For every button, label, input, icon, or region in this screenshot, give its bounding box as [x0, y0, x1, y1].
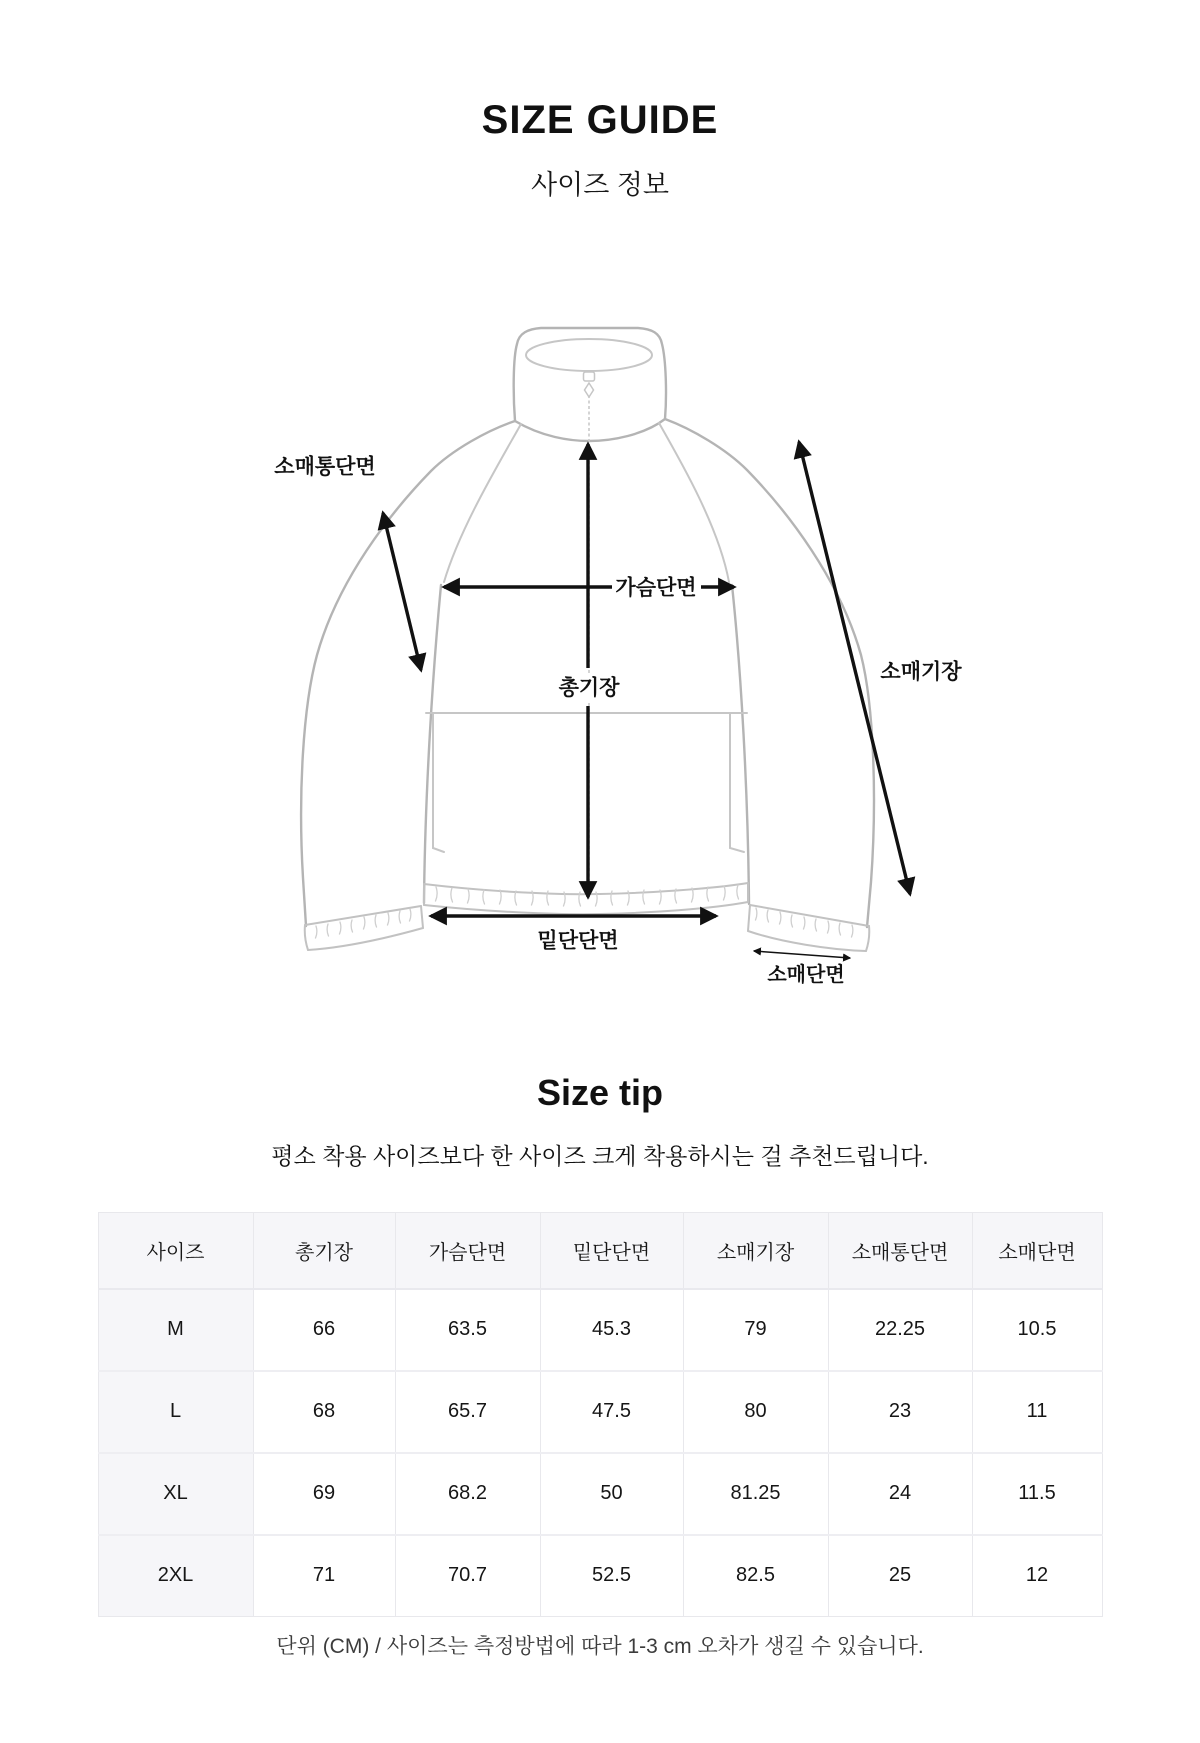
header-chest-width: 가슴단면: [395, 1213, 540, 1289]
cell-value: 63.5: [395, 1289, 540, 1371]
table-header-row: [98, 1213, 1102, 1289]
cell-value: 70.7: [395, 1535, 540, 1617]
header-size: 사이즈: [98, 1213, 253, 1289]
label-chest-width: 가슴단면: [615, 576, 697, 600]
cell-size: L: [98, 1371, 253, 1453]
cell-value: 22.25: [828, 1289, 972, 1371]
label-sleeve-length: 소매기장: [880, 660, 962, 684]
cell-value: 68.2: [395, 1453, 540, 1535]
size-note: 단위 (CM) / 사이즈는 측정방법에 따라 1-3 cm 오차가 생길 수 있습니다.: [276, 1635, 924, 1658]
cell-value: 52.5: [540, 1535, 683, 1617]
cell-value: 66: [253, 1289, 395, 1371]
label-hem-width: 밑단단면: [537, 929, 619, 953]
cell-value: 45.3: [540, 1289, 683, 1371]
size-tip-heading: Size tip: [536, 1072, 664, 1113]
cell-value: 80: [683, 1371, 828, 1453]
header-sleeve-opening: 소매통단면: [828, 1213, 972, 1289]
label-total-length: 총기장: [554, 674, 625, 703]
cell-value: 11: [972, 1371, 1102, 1453]
page-title: SIZE GUIDE: [481, 98, 719, 142]
label-sleeve-opening-width: 소매통단면: [274, 455, 376, 479]
table-row-xl: [98, 1453, 1102, 1535]
size-table: [98, 1212, 1103, 1617]
size-tip-description: 평소 착용 사이즈보다 한 사이즈 크게 착용하시는 걸 추천드립니다.: [271, 1143, 929, 1169]
jacket-line-art: [160, 280, 960, 1010]
cell-value: 12: [972, 1535, 1102, 1617]
cell-value: 79: [683, 1289, 828, 1371]
cell-value: 65.7: [395, 1371, 540, 1453]
cell-value: 10.5: [972, 1289, 1102, 1371]
cell-value: 11.5: [972, 1453, 1102, 1535]
cell-value: 24: [828, 1453, 972, 1535]
label-cuff-width: 소매단면: [767, 964, 845, 986]
table-row-2xl: [98, 1535, 1102, 1617]
cell-value: 47.5: [540, 1371, 683, 1453]
cell-value: 82.5: [683, 1535, 828, 1617]
header-total-length: 총기장: [253, 1213, 395, 1289]
cell-value: 71: [253, 1535, 395, 1617]
table-row-m: [98, 1289, 1102, 1371]
table-row-l: [98, 1371, 1102, 1453]
cell-size: XL: [98, 1453, 253, 1535]
cell-value: 25: [828, 1535, 972, 1617]
cell-value: 69: [253, 1453, 395, 1535]
cell-size: 2XL: [98, 1535, 253, 1617]
cell-value: 50: [540, 1453, 683, 1535]
cell-value: 81.25: [683, 1453, 828, 1535]
page-subtitle: 사이즈 정보: [531, 170, 669, 200]
header-hem-width: 밑단단면: [540, 1213, 683, 1289]
cell-value: 23: [828, 1371, 972, 1453]
jacket-measurement-diagram: [0, 280, 1200, 1020]
header-cuff-width: 소매단면: [972, 1213, 1102, 1289]
size-table-section: [0, 1212, 1200, 1617]
cell-value: 68: [253, 1371, 395, 1453]
header-sleeve-length: 소매기장: [683, 1213, 828, 1289]
cell-size: M: [98, 1289, 253, 1371]
